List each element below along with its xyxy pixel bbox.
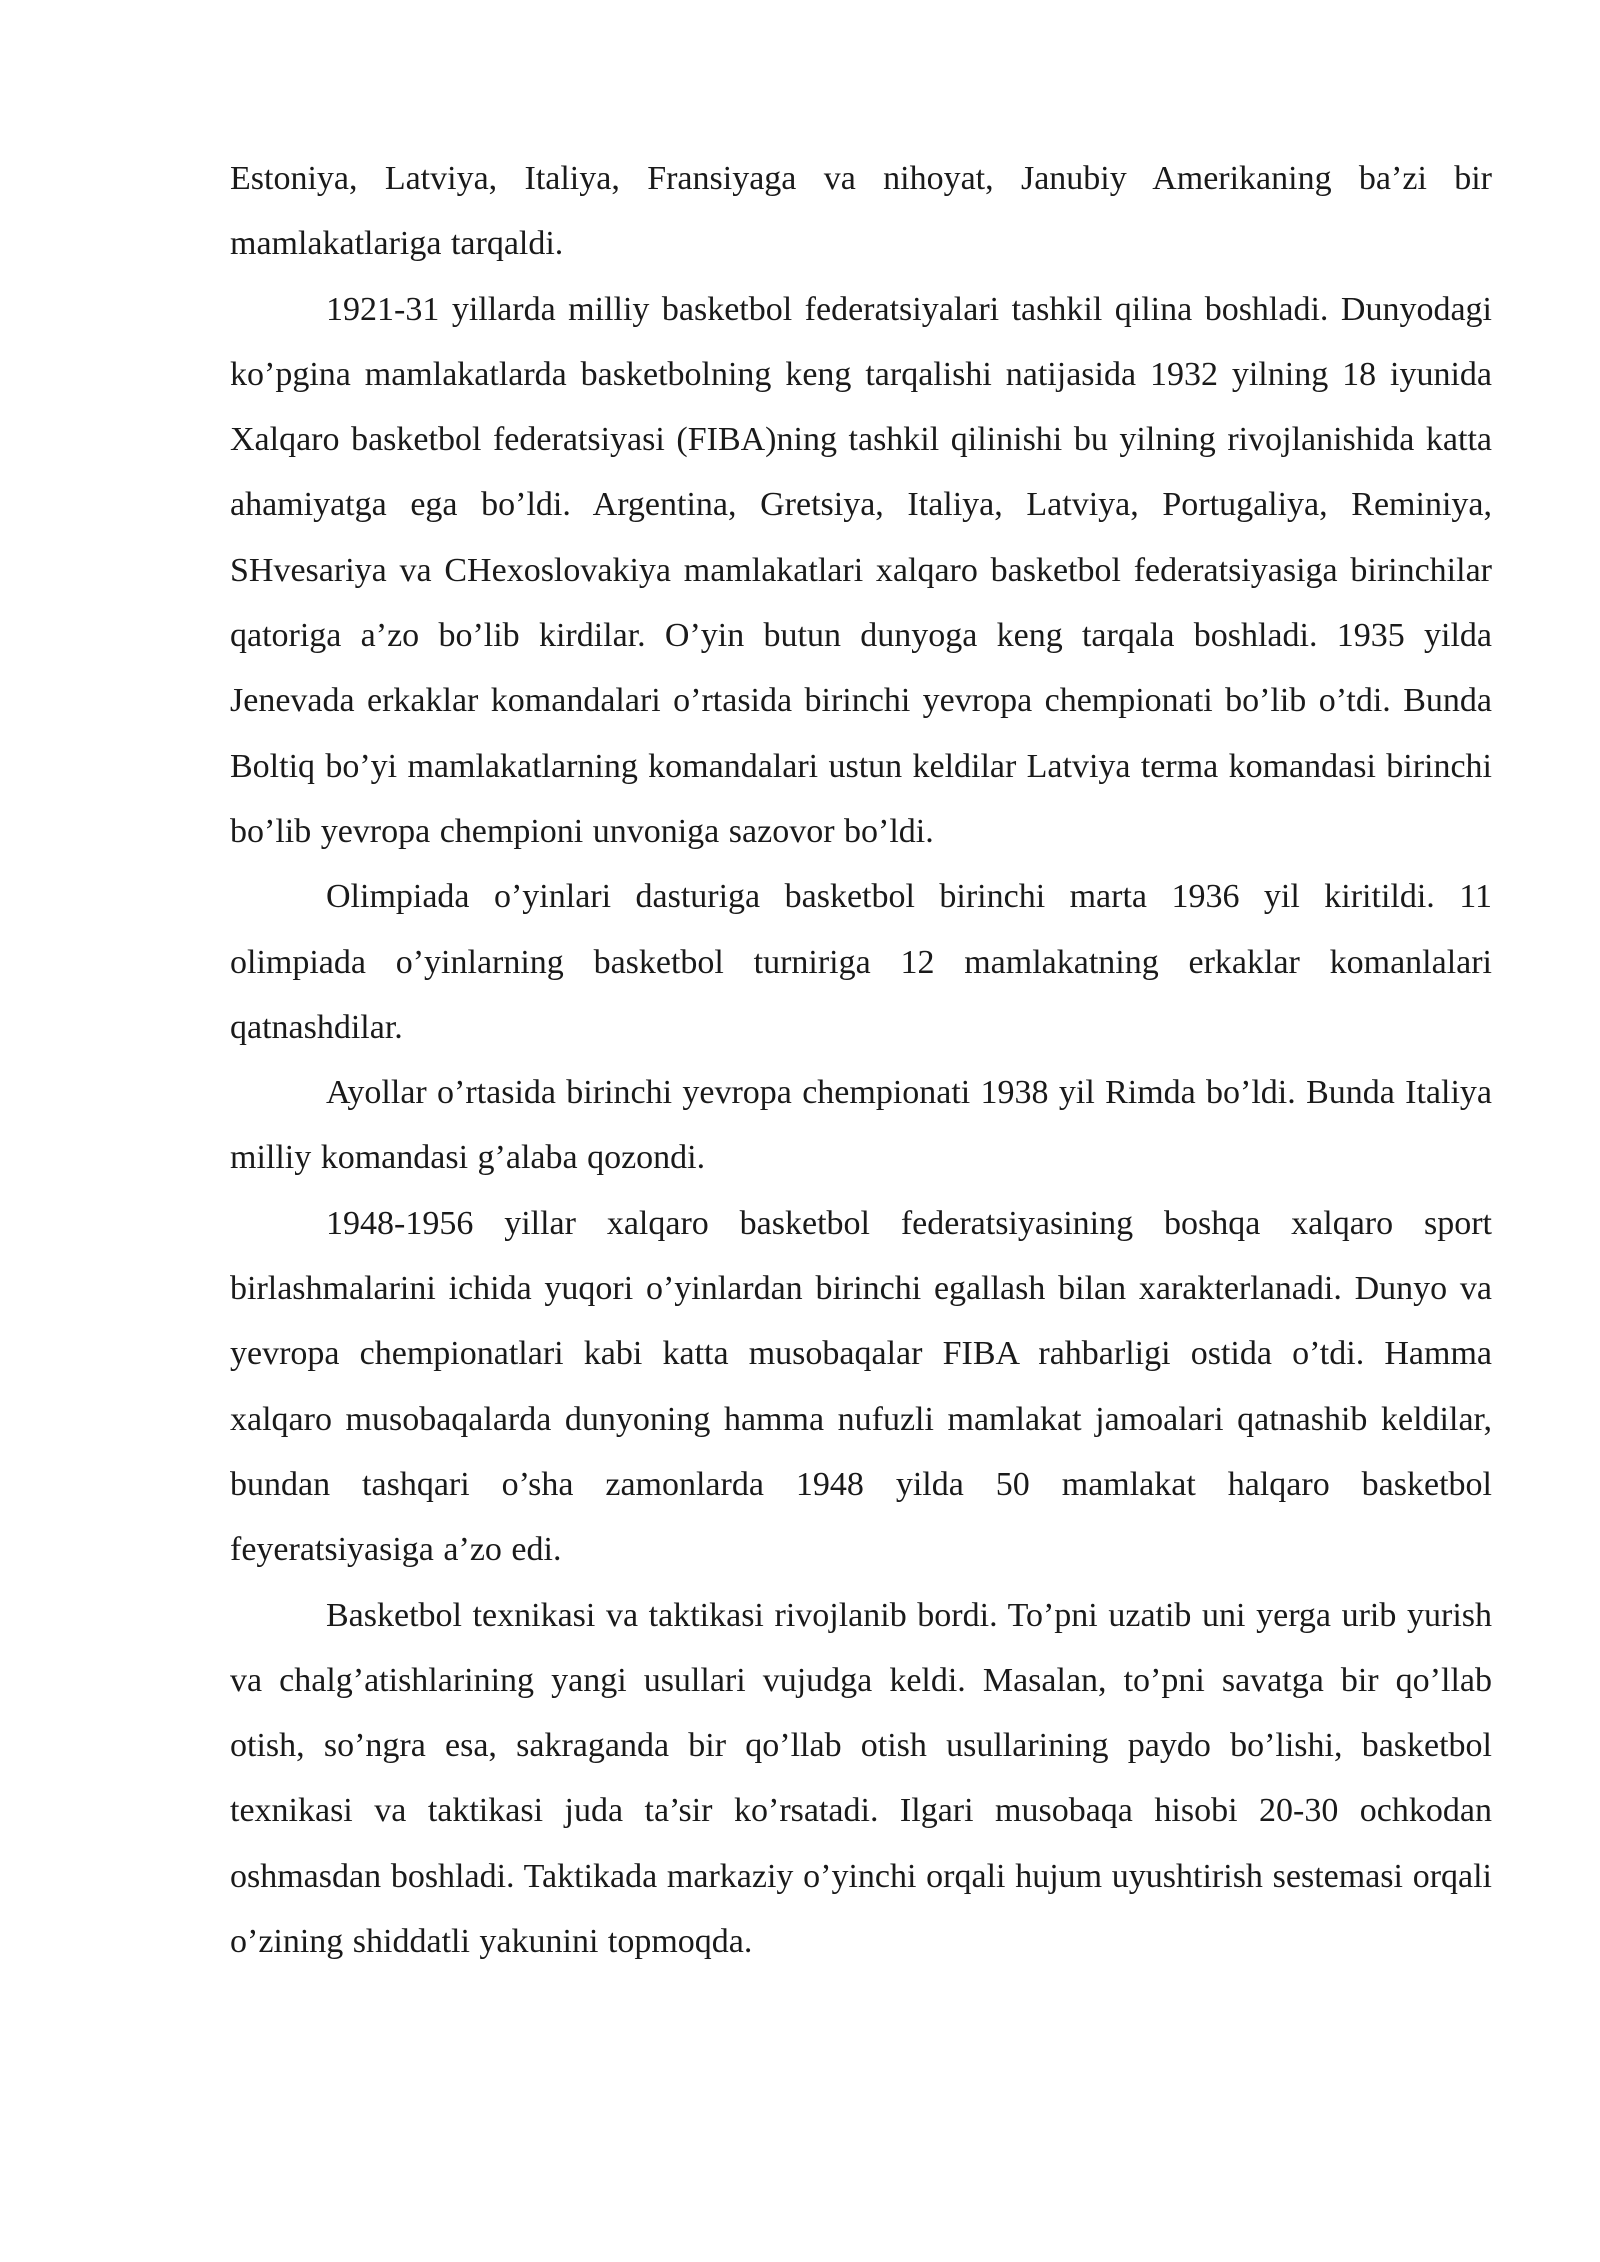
paragraph-olympics: Olimpiada o’yinlari dasturiga basketbol birinchi marta 1936 yil kiritildi. 11 olimpiada o’yinlarning basketbol turniriga 12 mamlakatning erkaklar komanlalari qatnashdilar. (230, 878, 1492, 1046)
document-page (230, 146, 1492, 1974)
paragraph-women-championship: Ayollar o’rtasida birinchi yevropa chempionati 1938 yil Rimda bo’ldi. Bunda Italiya milliy komandasi g’alaba qozondi. (230, 1074, 1492, 1177)
paragraph-continuation: Estoniya, Latviya, Italiya, Fransiyaga va nihoyat, Janubiy Amerikaning ba’zi bir mamlakatlariga tarqaldi. (230, 160, 1492, 263)
paragraph-1948-1956: 1948-1956 yillar xalqaro basketbol federatsiyasining boshqa xalqaro sport birlashmalarini ichida yuqori o’yinlardan birinchi egallash bilan xarakterlanadi. Dunyo va yevropa chempionatlari kabi katta musobaqalar FIBA rahbarligi ostida o’tdi. Hamma xalqaro musobaqalarda dunyoning hamma nufuzli mamlakat jamoalari qatnashib keldilar, bundan tashqari o’sha zamonlarda 1948 yilda 50 mamlakat halqaro basketbol feyeratsiyasiga a’zo edi. (230, 1204, 1492, 1569)
paragraph-technique-tactics: Basketbol texnikasi va taktikasi rivojlanib bordi. To’pni uzatib uni yerga urib yurish va chalg’atishlarining yangi usullari vujudga keldi. Masalan, to’pni savatga bir qo’llab otish, so’ngra esa, sakraganda bir qo’llab otish usullarining paydo bo’lishi, basketbol texnikasi va taktikasi juda ta’sir ko’rsatadi. Ilgari musobaqa hisobi 20-30 ochkodan oshmasdan boshladi. Taktikada markaziy o’yinchi orqali hujum uyushtirish sestemasi orqali o’zining shiddatli yakunini topmoqda. (230, 1596, 1492, 1961)
paragraph-federations: 1921-31 yillarda milliy basketbol federatsiyalari tashkil qilina boshladi. Dunyodagi ko’pgina mamlakatlarda basketbolning keng tarqalishi natijasida 1932 yilning 18 iyunida Xalqaro basketbol federatsiyasi (FIBA)ning tashkil qilinishi bu yilning rivojlanishida katta ahamiyatga ega bo’ldi. Argentina, Gretsiya, Italiya, Latviya, Portugaliya, Reminiya, SHvesariya va CHexoslovakiya mamlakatlari xalqaro basketbol federatsiyasiga birinchilar qatoriga a’zo bo’lib kirdilar. O’yin butun dunyoga keng tarqala boshladi. 1935 yilda Jenevada erkaklar komandalari o’rtasida birinchi yevropa chempionati bo’lib o’tdi. Bunda Boltiq bo’yi mamlakatlarning komandalari ustun keldilar Latviya terma komandasi birinchi bo’lib yevropa chempioni unvoniga sazovor bo’ldi. (230, 290, 1492, 850)
